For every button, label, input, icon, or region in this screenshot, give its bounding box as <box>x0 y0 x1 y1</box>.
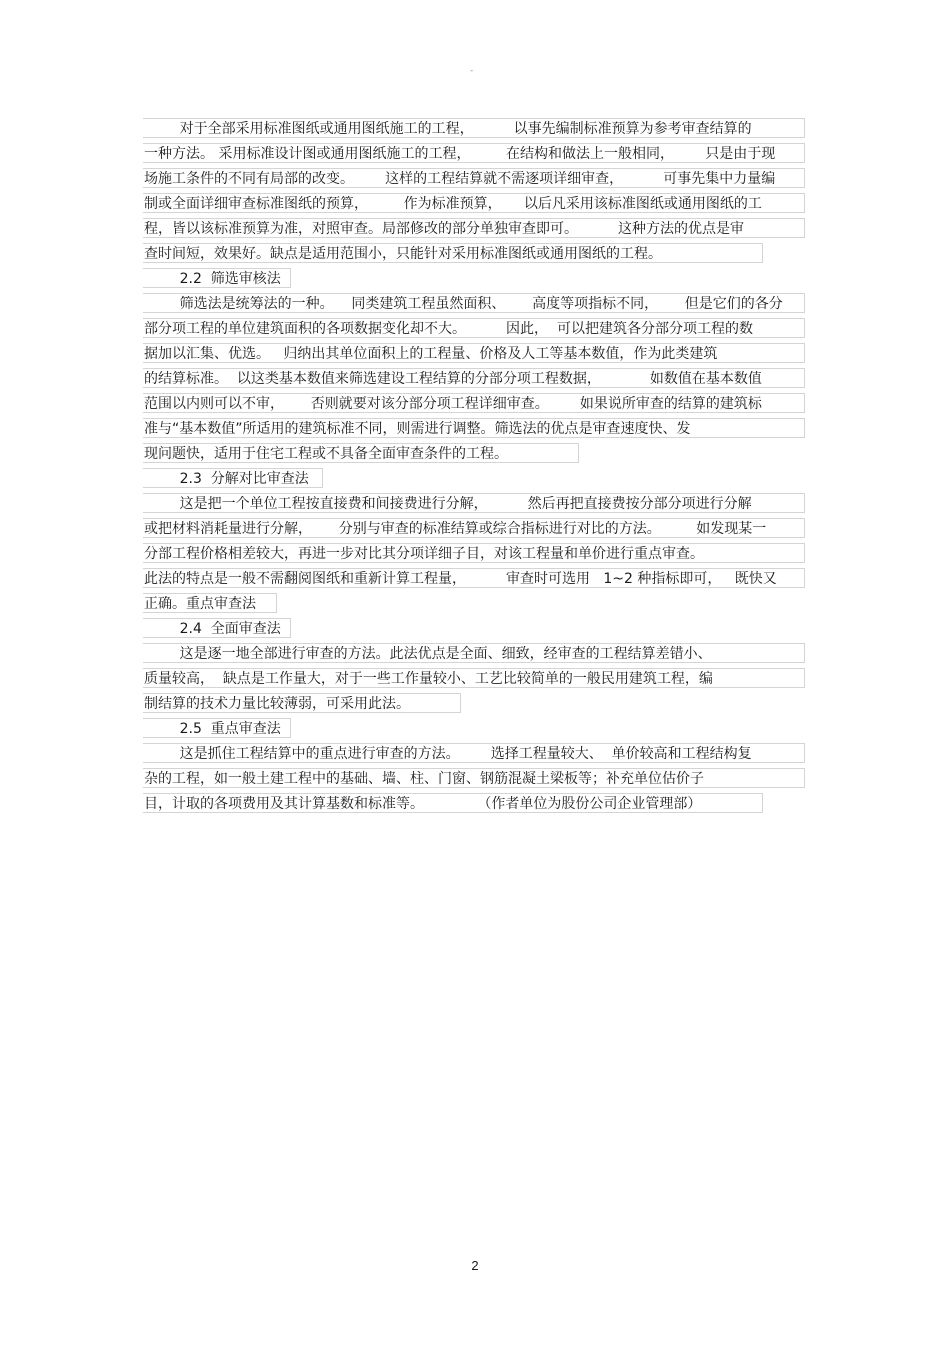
page-number: 2 <box>471 1258 479 1273</box>
paragraph-line: 据加以汇集、优选。 归纳出其单位面积上的工程量、价格及人工等基本数值，作为此类建筑 <box>143 343 805 363</box>
paragraph-line: 制结算的技术力量比较薄弱，可采用此法。 <box>143 693 461 713</box>
paragraph-line: 这是逐一地全部进行审查的方法。此法优点是全面、细致，经审查的工程结算差错小、 <box>143 643 805 663</box>
paragraph-line: 现问题快，适用于住宅工程或不具备全面审查条件的工程。 <box>143 443 579 463</box>
paragraph-line: 分部工程价格相差较大，再进一步对比其分项详细子目，对该工程量和单价进行重点审查。 <box>143 543 805 563</box>
paragraph-line: 查时间短，效果好。缺点是适用范围小，只能针对采用标准图纸或通用图纸的工程。 <box>143 243 763 263</box>
paragraph-line: 这是把一个单位工程按直接费和间接费进行分解， 然后再把直接费按分部分项进行分解 <box>143 493 805 513</box>
paragraph-line: 杂的工程，如一般土建工程中的基础、墙、柱、门窗、钢筋混凝土梁板等；补充单位估价子 <box>143 768 805 788</box>
paragraph-line: 程，皆以该标准预算为准，对照审查。局部修改的部分单独审查即可。 这种方法的优点是审 <box>143 218 805 238</box>
section-heading-2-3: 2.3 分解对比审查法 <box>143 468 323 488</box>
paragraph-line: 此法的特点是一般不需翻阅图纸和重新计算工程量， 审查时可选用 1~2 种指标即可， 既快又 <box>143 568 805 588</box>
paragraph-line: 场施工条件的不同有局部的改变。 这样的工程结算就不需逐项详细审查， 可事先集中力量编 <box>143 168 805 188</box>
paragraph-line: 这是抓住工程结算中的重点进行审查的方法。 选择工程量较大、 单价较高和工程结构复 <box>143 743 805 763</box>
paragraph-line: 正确。重点审查法 <box>143 593 277 613</box>
paragraph-line: 对于全部采用标准图纸或通用图纸施工的工程， 以事先编制标准预算为参考审查结算的 <box>143 118 805 138</box>
paragraph-line: 的结算标准。 以这类基本数值来筛选建设工程结算的分部分项工程数据， 如数值在基本数值 <box>143 368 805 388</box>
paragraph-line: 或把材料消耗量进行分解， 分别与审查的标准结算或综合指标进行对比的方法。 如发现某一 <box>143 518 805 538</box>
section-heading-2-2: 2.2 筛选审核法 <box>143 268 291 288</box>
section-heading-2-5: 2.5 重点审查法 <box>143 718 291 738</box>
paragraph-line: 目，计取的各项费用及其计算基数和标准等。 （作者单位为股份公司企业管理部） <box>143 793 763 813</box>
paragraph-line: 准与“基本数值”所适用的建筑标准不同，则需进行调整。筛选法的优点是审查速度快、发 <box>143 418 805 438</box>
paragraph-line: 质量较高， 缺点是工作量大，对于一些工作量较小、工艺比较简单的一般民用建筑工程，编 <box>143 668 805 688</box>
paragraph-line: 一种方法。 采用标准设计图或通用图纸施工的工程， 在结构和做法上一般相同， 只是由于现 <box>143 143 805 163</box>
paragraph-line: 部分项工程的单位建筑面积的各项数据变化却不大。 因此， 可以把建筑各分部分项工程的数 <box>143 318 805 338</box>
paragraph-line: 筛选法是统筹法的一种。 同类建筑工程虽然面积、 高度等项指标不同， 但是它们的各分 <box>143 293 805 313</box>
paragraph-line: 范围以内则可以不审， 否则就要对该分部分项工程详细审查。 如果说所审查的结算的建筑标 <box>143 393 805 413</box>
header-mark: - <box>470 66 474 76</box>
section-heading-2-4: 2.4 全面审查法 <box>143 618 291 638</box>
paragraph-line: 制或全面详细审查标准图纸的预算， 作为标准预算， 以后凡采用该标准图纸或通用图纸的工 <box>143 193 805 213</box>
